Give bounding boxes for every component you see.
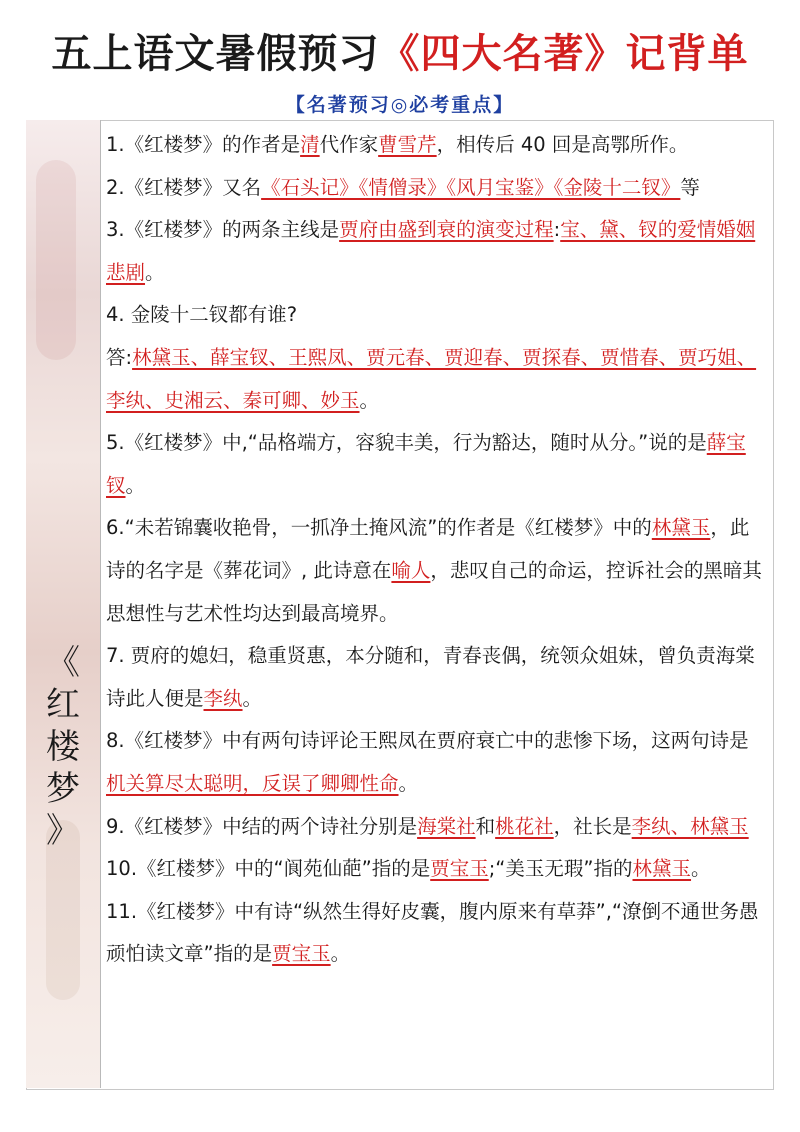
answer-highlight: 清 [300, 133, 320, 156]
question-item [106, 891, 766, 976]
answer-highlight: 李纨、林黛玉 [631, 814, 749, 838]
question-text: 1.《红楼梦》的作者是 [106, 133, 301, 156]
question-item [106, 209, 766, 294]
answer-highlight: 《石头记》《情僧录》《风月宝鉴》《金陵十二钗》 [261, 175, 681, 199]
question-text: 。 [125, 473, 146, 497]
title-highlight: 《四大名著》 [379, 31, 626, 77]
side-char: 梦 [46, 769, 80, 809]
question-item [106, 848, 766, 891]
question-text: 。 [359, 388, 380, 412]
answer-highlight: 喻人 [391, 558, 431, 582]
question-text: 8.《红楼梦》中有两句诗评论王熙凤在贾府衰亡中的悲惨下场，这两句诗是 [106, 729, 749, 753]
question-item [106, 167, 766, 210]
answer-highlight: 宝、黛、钗的爱情婚姻悲剧 [106, 218, 756, 284]
page-title [0, 22, 800, 79]
question-text: : [553, 218, 561, 242]
question-text: 。 [330, 942, 351, 966]
answer-highlight: 曹雪芹 [378, 133, 437, 156]
question-text: 答: [106, 345, 133, 369]
side-char: 《 [46, 643, 80, 683]
subtitle: 【名著预习◎必考重点】 [285, 94, 515, 116]
question-text: 5.《红楼梦》中,“品格端方，容貌丰美，行为豁达，随时从分。”说的是 [106, 431, 707, 455]
question-item [106, 124, 766, 167]
question-text: ，相传后 40 回是高鄂所作。 [436, 133, 689, 156]
answer-highlight: 机关算尽太聪明，反误了卿卿性命 [106, 771, 399, 795]
question-text: 10.《红楼梦》中的“阆苑仙葩”指的是 [106, 857, 431, 881]
question-text: 等 [680, 175, 700, 199]
question-item [106, 507, 766, 635]
answer-highlight: 贾宝玉 [272, 942, 331, 966]
title-suffix: 记背单 [625, 31, 749, 77]
question-item [106, 720, 766, 805]
answer-highlight: 林黛玉、薛宝钗、王熙凤、贾元春、贾迎春、贾探春、贾惜春、贾巧姐、李纨、史湘云、秦可卿、妙玉 [106, 345, 757, 412]
question-text: 和 [475, 814, 496, 838]
title-prefix: 五上语文暑假预习 [51, 31, 380, 77]
question-text: 代作家 [319, 133, 379, 156]
question-text: ，悲叹自己的命运，控诉社会的黑暗其思想性与艺术性均达到最高境界。 [106, 558, 762, 625]
question-text: 2.《红楼梦》又名 [106, 175, 262, 199]
answer-highlight: 林黛玉 [651, 516, 711, 540]
question-item [106, 806, 766, 849]
side-book-title [26, 642, 100, 852]
answer-highlight: 林黛玉 [632, 857, 692, 881]
side-char: 红 [46, 685, 80, 725]
question-text: 。 [242, 686, 263, 710]
answer-highlight: 桃花社 [495, 814, 554, 838]
question-text: 4. 金陵十二钗都有谁? [106, 303, 298, 327]
question-text: 9.《红楼梦》中结的两个诗社分别是 [106, 814, 418, 838]
question-text: ，此诗的名字是《葬花词》, 此诗意在 [106, 516, 750, 582]
question-text: 3.《红楼梦》的两条主线是 [106, 218, 340, 242]
answer-highlight: 海棠社 [417, 814, 476, 838]
question-text: 11.《红楼梦》中有诗“纵然生得好皮囊，腹内原来有草莽”,“潦倒不通世务愚顽怕读文章”指的是 [106, 899, 759, 966]
side-char: 楼 [46, 727, 80, 767]
question-item [106, 337, 766, 422]
question-text: 。 [691, 857, 711, 881]
question-text: 7. 贾府的媳妇，稳重贤惠，本分随和，青春丧偶，统领众姐妹，曾负责海棠诗此人便是 [106, 644, 755, 710]
side-illustration [36, 160, 76, 360]
question-list [106, 124, 766, 976]
answer-highlight: 贾府由盛到衰的演变过程 [339, 218, 554, 242]
question-text: ，社长是 [553, 814, 632, 838]
side-char: 》 [46, 811, 80, 851]
answer-highlight: 贾宝玉 [430, 857, 489, 881]
question-item [106, 635, 766, 720]
answer-highlight: 李纨 [203, 686, 243, 710]
question-text: 。 [145, 260, 165, 284]
question-item [106, 294, 766, 337]
answer-highlight: 薛宝钗 [106, 431, 746, 497]
question-item [106, 422, 766, 507]
question-text: ;“美玉无瑕”指的 [488, 857, 633, 881]
question-text: 6.“未若锦囊收艳骨，一抓净土掩风流”的作者是《红楼梦》中的 [106, 516, 652, 540]
question-text: 。 [398, 771, 419, 795]
side-panel [26, 120, 101, 1088]
